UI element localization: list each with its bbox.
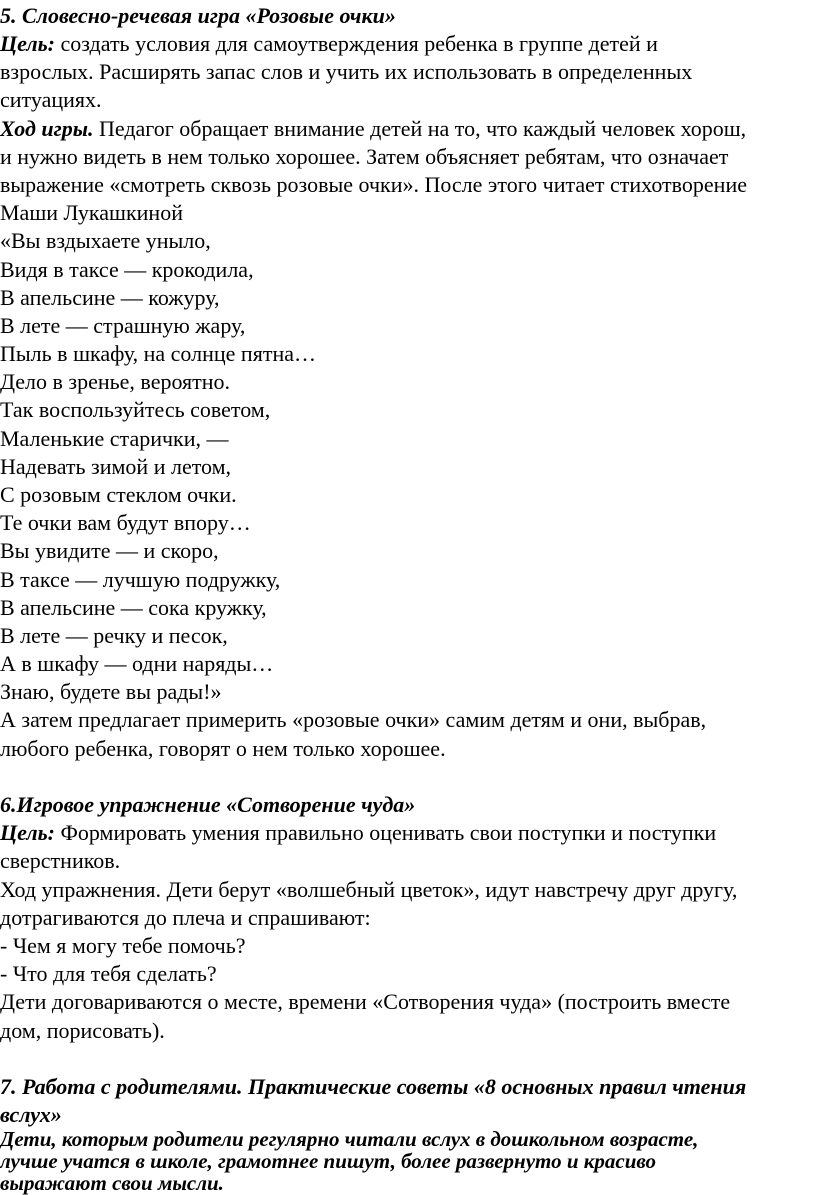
poem-line: В лете — страшную жару, (0, 313, 246, 338)
section5-course-label: Ход игры. (0, 116, 94, 141)
section5-heading: 5. Словесно-речевая игра «Розовые очки» (0, 3, 396, 28)
section6-goal-label: Цель: (0, 820, 55, 845)
poem-line: В апельсине — кожуру, (0, 285, 220, 310)
poem-line: Пыль в шкафу, на солнце пятна… (0, 341, 316, 366)
section7-heading: 7. Работа с родителями. Практические советы «8 основных правил чтения (0, 1074, 747, 1099)
poem-line: Так воспользуйтесь советом, (0, 397, 271, 422)
section5-course-line (0, 115, 746, 143)
section5-goal-line-2: взрослых. Расширять запас слов и учить их использовать в определенных (0, 59, 693, 84)
poem-line: Дело в зренье, вероятно. (0, 369, 231, 394)
section6-course-line: Ход упражнения. Дети берут «волшебный цветок», идут навстречу друг другу, (0, 877, 738, 902)
section6-course-line-2: дотрагиваются до плеча и спрашивают: (0, 905, 371, 930)
poem-line: В таксе — лучшую подружку, (0, 567, 281, 592)
section5-course-text: Педагог обращает внимание детей на то, что каждый человек хорош, (93, 116, 747, 141)
poem-line: Надевать зимой и летом, (0, 454, 232, 479)
section6-question-2: - Что для тебя сделать? (0, 961, 217, 986)
section5-goal-label: Цель: (0, 31, 55, 56)
section6-question-1: - Чем я могу тебе помочь? (0, 933, 246, 958)
section5-course-line-2: и нужно видеть в нем только хорошее. Затем объясняет ребятам, что означает (0, 144, 729, 169)
section6-goal-line (0, 819, 716, 847)
section5-goal-text: создать условия для самоутверждения ребенка в группе детей и (55, 31, 658, 56)
section7-intro-line-3: выражают свои мысли. (0, 1171, 224, 1195)
poem-line: С розовым стеклом очки. (0, 482, 237, 507)
section6-outro-line: Дети договариваются о месте, времени «Сотворения чуда» (построить вместе (0, 989, 731, 1014)
section5-after-line-2: любого ребенка, говорят о нем только хорошее. (0, 736, 446, 761)
poem-line: Вы увидите — и скоро, (0, 538, 219, 563)
section7-heading-line-2: вслух» (0, 1102, 62, 1127)
poem-line: Видя в таксе — крокодила, (0, 257, 254, 282)
section6-heading: 6.Игровое упражнение «Сотворение чуда» (0, 792, 416, 817)
section5-goal-line-3: ситуациях. (0, 87, 102, 112)
section5-goal-line (0, 30, 658, 58)
section7-intro-line-2: лучше учатся в школе, грамотнее пишут, более развернуто и красиво (0, 1149, 657, 1173)
poem-line: Маленькие старички, — (0, 426, 229, 451)
section6-outro-line-2: дом, порисовать). (0, 1018, 165, 1043)
poem-line: Знаю, будете вы рады!» (0, 679, 222, 704)
section6-goal-text: Формировать умения правильно оценивать свои поступки и поступки (55, 820, 717, 845)
poem-line: В лете — речку и песок, (0, 623, 228, 648)
poem-line: А в шкафу — одни наряды… (0, 651, 274, 676)
poem-line: В апельсине — сока кружку, (0, 595, 267, 620)
poem-line: «Вы вздыхаете уныло, (0, 228, 211, 253)
poem-line: Те очки вам будут впору… (0, 510, 251, 535)
section6-goal-line-2: сверстников. (0, 848, 121, 873)
section5-course-line-4: Маши Лукашкиной (0, 200, 183, 225)
section5-course-line-3: выражение «смотреть сквозь розовые очки». После этого читает стихотворение (0, 172, 747, 197)
section7-intro-line: Дети, которым родители регулярно читали вслух в дошкольном возрасте, (0, 1127, 699, 1151)
section5-after-line: А затем предлагает примерить «розовые очки» самим детям и они, выбрав, (0, 707, 707, 732)
